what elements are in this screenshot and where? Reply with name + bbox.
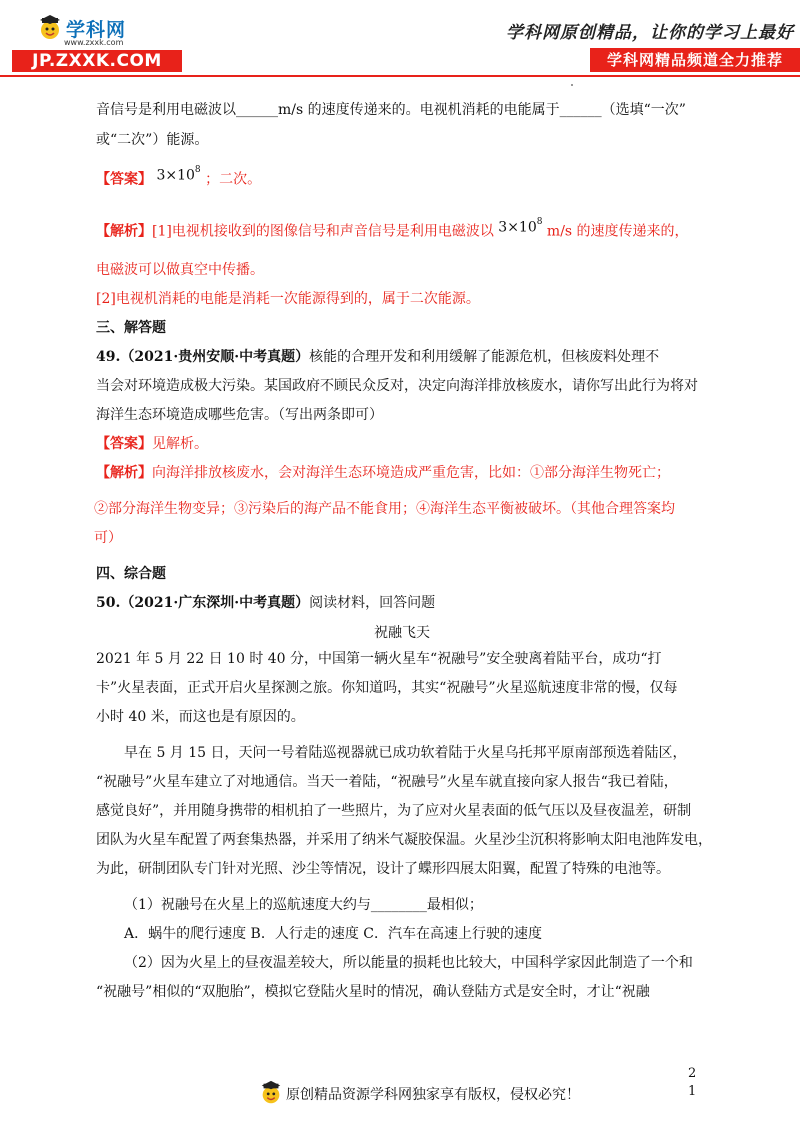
q48-line-2: 或“二次”）能源。 [96, 132, 209, 148]
logo-domain-badge[interactable]: JP.ZXXK.COM [12, 50, 182, 72]
logo-text: 学科网 [66, 18, 127, 41]
answer-tag: 【答案】 [96, 436, 152, 452]
answer-rest: ；二次。 [205, 171, 262, 188]
channel-badge[interactable]: 学科网精品频道全力推荐 [590, 48, 800, 72]
subquestion-1: （1）祝融号在火星上的巡航速度大约与________最相似； [124, 897, 483, 913]
answer-text: 见解析。 [152, 436, 208, 452]
footer-mascot-icon [258, 1080, 284, 1106]
analysis-text-b: m/s 的速度传递来的， [542, 223, 689, 240]
mascot-icon [36, 14, 64, 42]
page-number-top: 2 [688, 1066, 697, 1081]
section-heading-4: 四、综合题 [96, 566, 166, 582]
analysis-tag: 【解析】 [96, 465, 152, 481]
q50-source: （2021·广东深圳·中考真题） [120, 595, 310, 611]
sci-base: 3×10 [156, 167, 195, 184]
logo-url: www.zxxk.com [64, 38, 124, 47]
q48-analysis-3: [2]电视机消耗的电能是消耗一次能源得到的，属于二次能源。 [96, 291, 480, 307]
passage-p2-line-3: 感觉良好”，并用随身携带的相机拍了一些照片，为了应对火星表面的低气压以及昼夜温差，研制 [96, 803, 692, 819]
q49-number: 49. [96, 349, 121, 365]
subquestion-2-line-2: “祝融号”相似的“双胞胎”，模拟它登陆火星时的情况，确认登陆方式是安全时，才让“祝融 [96, 984, 650, 1000]
q49-line-3: 海洋生态环境造成哪些危害。（写出两条即可） [96, 407, 383, 423]
analysis-sci-value [498, 214, 542, 238]
analysis-text-a: [1]电视机接收到的图像信号和声音信号是利用电磁波以 [152, 223, 494, 240]
page-header [0, 0, 800, 78]
subquestion-1-options: A．蜗牛的爬行速度 B．人行走的速度 C．汽车在高速上行驶的速度 [124, 926, 543, 942]
analysis-tag: 【解析】 [96, 223, 152, 240]
passage-p1-line-2: 卡”火星表面，正式开启火星探测之旅。你知道吗，其实“祝融号”火星巡航速度非常的慢，仅每 [96, 680, 678, 696]
sci-base: 3×10 [498, 219, 537, 236]
analysis-text: 向海洋排放核废水，会对海洋生态环境造成严重危害，比如：①部分海洋生物死亡； [152, 465, 670, 481]
passage-p1-line-3: 小时 40 米，而这也是有原因的。 [96, 709, 305, 725]
passage-p2-line-5: 为此，研制团队专门针对光照、沙尘等情况，设计了蝶形四展太阳翼，配置了特殊的电池等。 [96, 861, 670, 877]
section-heading-3: 三、解答题 [96, 320, 166, 336]
q50-number: 50. [96, 595, 121, 611]
q49-line-1 [96, 347, 659, 367]
sci-exponent: 8 [536, 217, 543, 227]
q49-source: （2021·贵州安顺·中考真题） [120, 349, 310, 365]
q48-analysis-2: 电磁波可以做真空中传播。 [96, 262, 264, 278]
answer-tag: 【答案】 [96, 171, 152, 188]
subquestion-2-line-1: （2）因为火星上的昼夜温差较大，所以能量的损耗也比较大，中国科学家因此制造了一个和 [124, 955, 693, 971]
header-slogan: 学科网原创精品，让你的学习上最好 [506, 23, 794, 43]
q48-answer [96, 166, 261, 190]
sci-exponent: 8 [194, 165, 201, 175]
passage-p2-line-4: 团队为火星车配置了两套集热器，并采用了纳米气凝胶保温。火星沙尘沉积将影响太阳电池阵发电， [96, 832, 712, 848]
page-number-bottom: 1 [688, 1084, 697, 1099]
q50-line-1 [96, 593, 435, 613]
q49-text: 核能的合理开发和利用缓解了能源危机，但核废料处理不 [309, 349, 660, 365]
passage-p1-line-1: 2021 年 5 月 22 日 10 时 40 分，中国第一辆火星车“祝融号”安全驶离着陆平台，成功“打 [96, 651, 662, 667]
q48-line-1: 音信号是利用电磁波以______m/s 的速度传递来的。电视机消耗的电能属于______（选填“一次” [96, 102, 686, 118]
q49-analysis-1 [96, 463, 670, 483]
passage-p2-line-1: 早在 5 月 15 日，天问一号着陆巡视器就已成功软着陆于火星乌托邦平原南部预选着陆区， [124, 745, 687, 761]
q50-intro: 阅读材料，回答问题 [309, 595, 436, 611]
q49-line-2: 当会对环境造成极大污染。某国政府不顾民众反对，决定向海洋排放核废水，请你写出此行为将对 [96, 378, 698, 394]
q48-analysis-1 [96, 218, 689, 242]
passage-title: 祝融飞天 [374, 625, 430, 641]
footer-copyright: 原创精品资源学科网独家享有版权，侵权必究！ [286, 1087, 580, 1103]
q49-analysis-3: 可） [94, 530, 122, 546]
q49-answer [96, 434, 208, 454]
header-divider [0, 75, 800, 77]
header-dot [571, 84, 573, 86]
q49-analysis-2: ②部分海洋生物变异；③污染后的海产品不能食用；④海洋生态平衡被破坏。（其他合理答案均 [94, 501, 675, 517]
answer-sci-value [156, 162, 200, 186]
passage-p2-line-2: “祝融号”火星车建立了对地通信。当天一着陆，“祝融号”火星车就直接向家人报告“我已着陆， [96, 774, 678, 790]
